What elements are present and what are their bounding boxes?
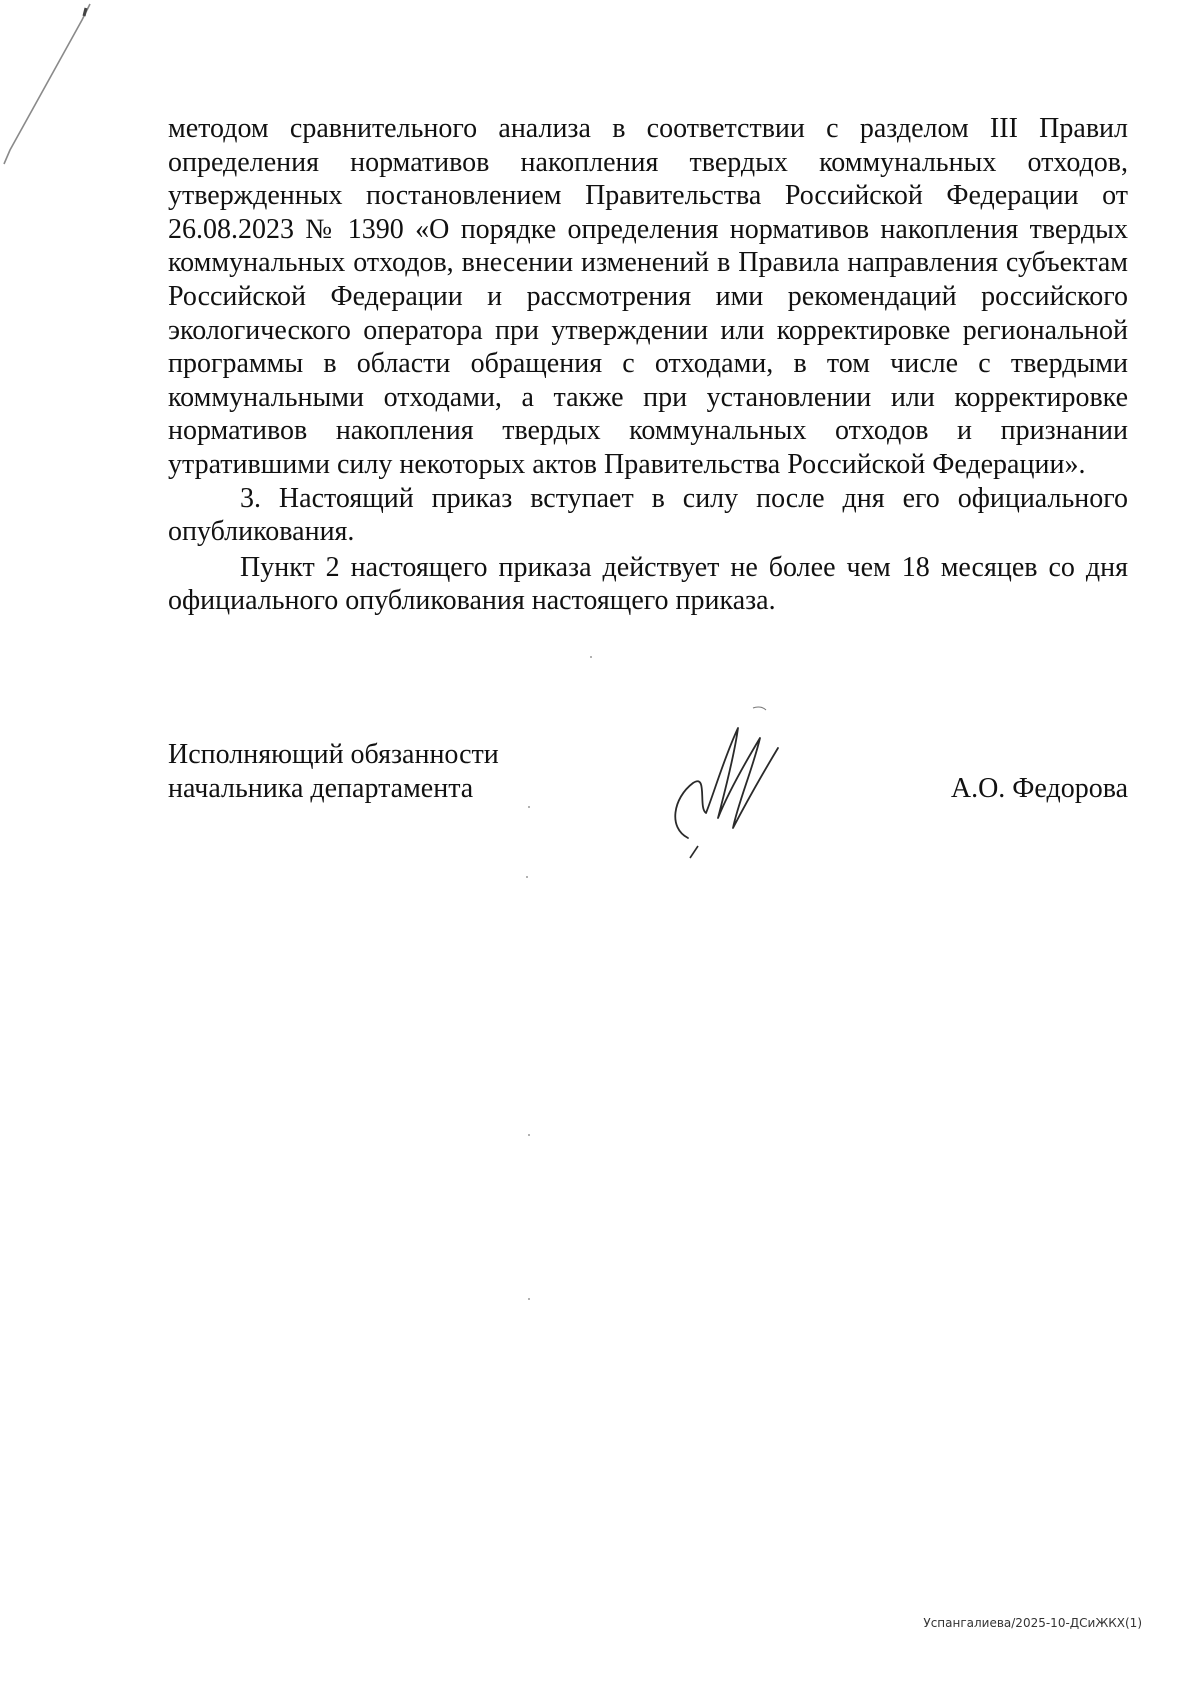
handwritten-signature-icon bbox=[628, 688, 808, 868]
document-body bbox=[168, 112, 1128, 618]
signatory-name: А.О. Федорова bbox=[950, 773, 1128, 804]
signatory-position-line2: начальника департамента bbox=[168, 773, 474, 804]
signatory-position bbox=[168, 738, 499, 806]
scan-speck bbox=[528, 1298, 530, 1300]
paragraph-effective-date: 3. Настоящий приказ вступает в силу после дня его официального опубликования. bbox=[168, 482, 1128, 548]
signature-block bbox=[168, 738, 1128, 888]
document-reference-code: Успангалиева/2025-10-ДСиЖКХ(1) bbox=[923, 1616, 1142, 1630]
paragraph-validity-period: Пункт 2 настоящего приказа действует не более чем 18 месяцев со дня официального опубликования настоящего приказа. bbox=[168, 551, 1128, 617]
scan-speck bbox=[528, 806, 530, 808]
scan-edge-mark-icon bbox=[0, 0, 100, 170]
scan-speck bbox=[528, 1134, 530, 1136]
signatory-position-line1: Исполняющий обязанности bbox=[168, 739, 499, 770]
scan-speck bbox=[590, 656, 592, 658]
paragraph-method-reference: методом сравнительного анализа в соответствии с разделом III Правил определения нормативов накопления твердых коммунальных отходов, утвержденных постановлением Правительства Российской Федерации от 26.08.2023 № 1390 «О порядке определения нормативов накопления твердых коммунальных отходов, внесении изменений в Правила направления субъектам Российской Федерации и рассмотрения ими рекомендаций российского экологического оператора при утверждении или корректировке региональной программы в области обращения с отходами, в том числе с твердыми коммунальными отходами, а также при установлении или корректировке нормативов накопления твердых коммунальных отходов и признании утратившими силу некоторых актов Правительства Российской Федерации». bbox=[168, 113, 1128, 480]
scan-speck bbox=[526, 876, 528, 878]
